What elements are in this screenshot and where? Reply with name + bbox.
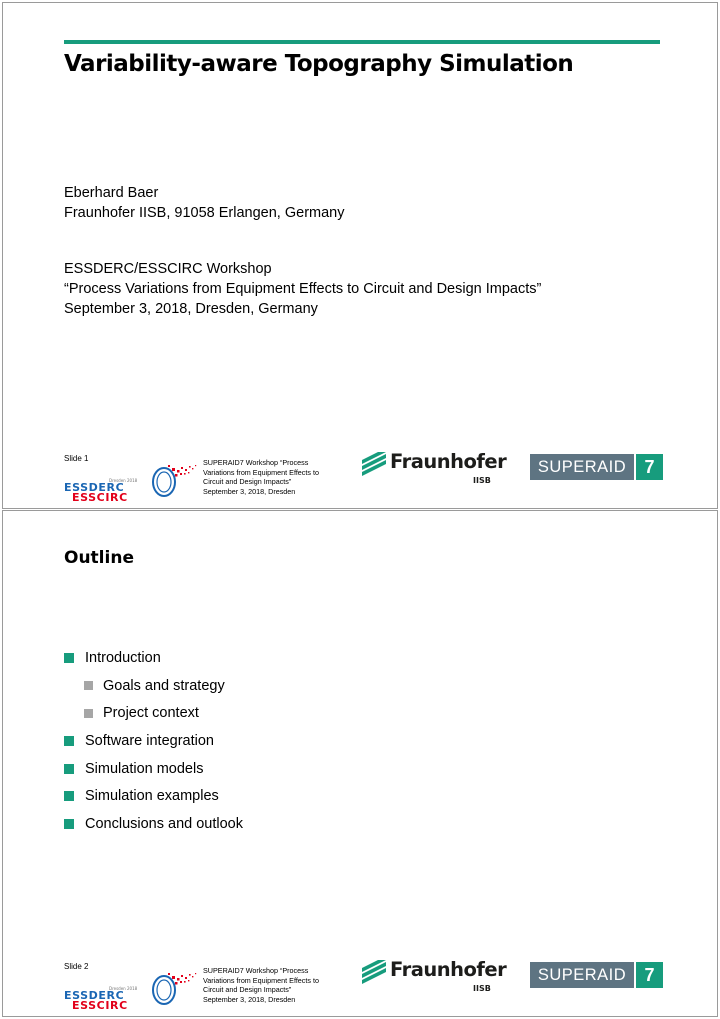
fraunhofer-institute: IISB bbox=[473, 984, 491, 993]
slide-1 bbox=[2, 2, 718, 509]
bullet-square-icon bbox=[64, 791, 74, 801]
footer-workshop-text bbox=[203, 458, 338, 496]
superaid-logo bbox=[530, 962, 663, 988]
fraunhofer-mark-icon bbox=[362, 960, 386, 984]
list-item-label: Goals and strategy bbox=[103, 677, 225, 694]
superaid-label: SUPERAID bbox=[530, 962, 634, 988]
footer-line: Variations from Equipment Effects to bbox=[203, 975, 319, 985]
footer-line: September 3, 2018, Dresden bbox=[203, 486, 296, 496]
list-item-label: Project context bbox=[103, 705, 199, 722]
outline-list bbox=[64, 644, 243, 838]
list-item bbox=[64, 699, 243, 727]
essderc-logo-text: ESSDERC bbox=[64, 989, 125, 1002]
list-item-label: Simulation examples bbox=[85, 788, 219, 805]
essderc-esscirc-logo bbox=[64, 460, 204, 502]
bullet-square-icon bbox=[64, 819, 74, 829]
essderc-logo-text: ESSDERC bbox=[64, 481, 125, 494]
fraunhofer-logo-text: Fraunhofer bbox=[390, 958, 507, 981]
list-item bbox=[64, 672, 243, 700]
superaid-logo bbox=[530, 454, 663, 480]
list-item bbox=[64, 782, 243, 810]
fraunhofer-mark-icon bbox=[362, 452, 386, 476]
slide-title: Variability-aware Topography Simulation bbox=[64, 51, 574, 77]
slide-footer bbox=[3, 954, 717, 1014]
list-item-label: Simulation models bbox=[85, 760, 204, 777]
sub-bullet-square-icon bbox=[84, 681, 93, 690]
slide-2 bbox=[2, 510, 718, 1017]
list-item bbox=[64, 727, 243, 755]
date-place: September 3, 2018, Dresden, Germany bbox=[64, 301, 318, 317]
essderc-esscirc-logo bbox=[64, 968, 204, 1010]
footer-line: Variations from Equipment Effects to bbox=[203, 467, 319, 477]
footer-workshop-text bbox=[203, 966, 338, 1004]
superaid-number: 7 bbox=[636, 454, 663, 480]
essderc-small-text: Dresden 2018 bbox=[109, 986, 138, 991]
bullet-square-icon bbox=[64, 653, 74, 663]
superaid-label: SUPERAID bbox=[530, 454, 634, 480]
affiliation: Fraunhofer IISB, 91058 Erlangen, Germany bbox=[64, 205, 345, 221]
list-item-label: Introduction bbox=[85, 649, 161, 666]
sub-bullet-square-icon bbox=[84, 709, 93, 718]
footer-line: Circuit and Design Impacts” bbox=[203, 985, 292, 995]
fraunhofer-logo-text: Fraunhofer bbox=[390, 450, 507, 473]
bullet-square-icon bbox=[64, 736, 74, 746]
title-accent-bar bbox=[64, 40, 660, 44]
event-name: ESSDERC/ESSCIRC Workshop bbox=[64, 261, 272, 277]
list-item bbox=[64, 755, 243, 783]
slide-footer bbox=[3, 446, 717, 506]
esscirc-logo-text: ESSCIRC bbox=[72, 999, 128, 1010]
slide-number: Slide 1 bbox=[64, 454, 89, 463]
slide-title: Outline bbox=[64, 548, 134, 568]
slide-number: Slide 2 bbox=[64, 962, 89, 971]
author-name: Eberhard Baer bbox=[64, 185, 159, 201]
list-item-label: Software integration bbox=[85, 732, 214, 749]
workshop-title: “Process Variations from Equipment Effects to Circuit and Design Impacts” bbox=[64, 281, 542, 297]
fraunhofer-institute: IISB bbox=[473, 476, 491, 485]
list-item-label: Conclusions and outlook bbox=[85, 815, 243, 832]
esscirc-logo-text: ESSCIRC bbox=[72, 491, 128, 502]
list-item bbox=[64, 644, 243, 672]
bullet-square-icon bbox=[64, 764, 74, 774]
footer-line: Circuit and Design Impacts” bbox=[203, 477, 292, 487]
footer-line: September 3, 2018, Dresden bbox=[203, 994, 296, 1004]
footer-line: SUPERAID7 Workshop “Process bbox=[203, 458, 309, 467]
essderc-small-text: Dresden 2018 bbox=[109, 478, 138, 483]
footer-line: SUPERAID7 Workshop “Process bbox=[203, 966, 309, 975]
list-item bbox=[64, 810, 243, 838]
superaid-number: 7 bbox=[636, 962, 663, 988]
